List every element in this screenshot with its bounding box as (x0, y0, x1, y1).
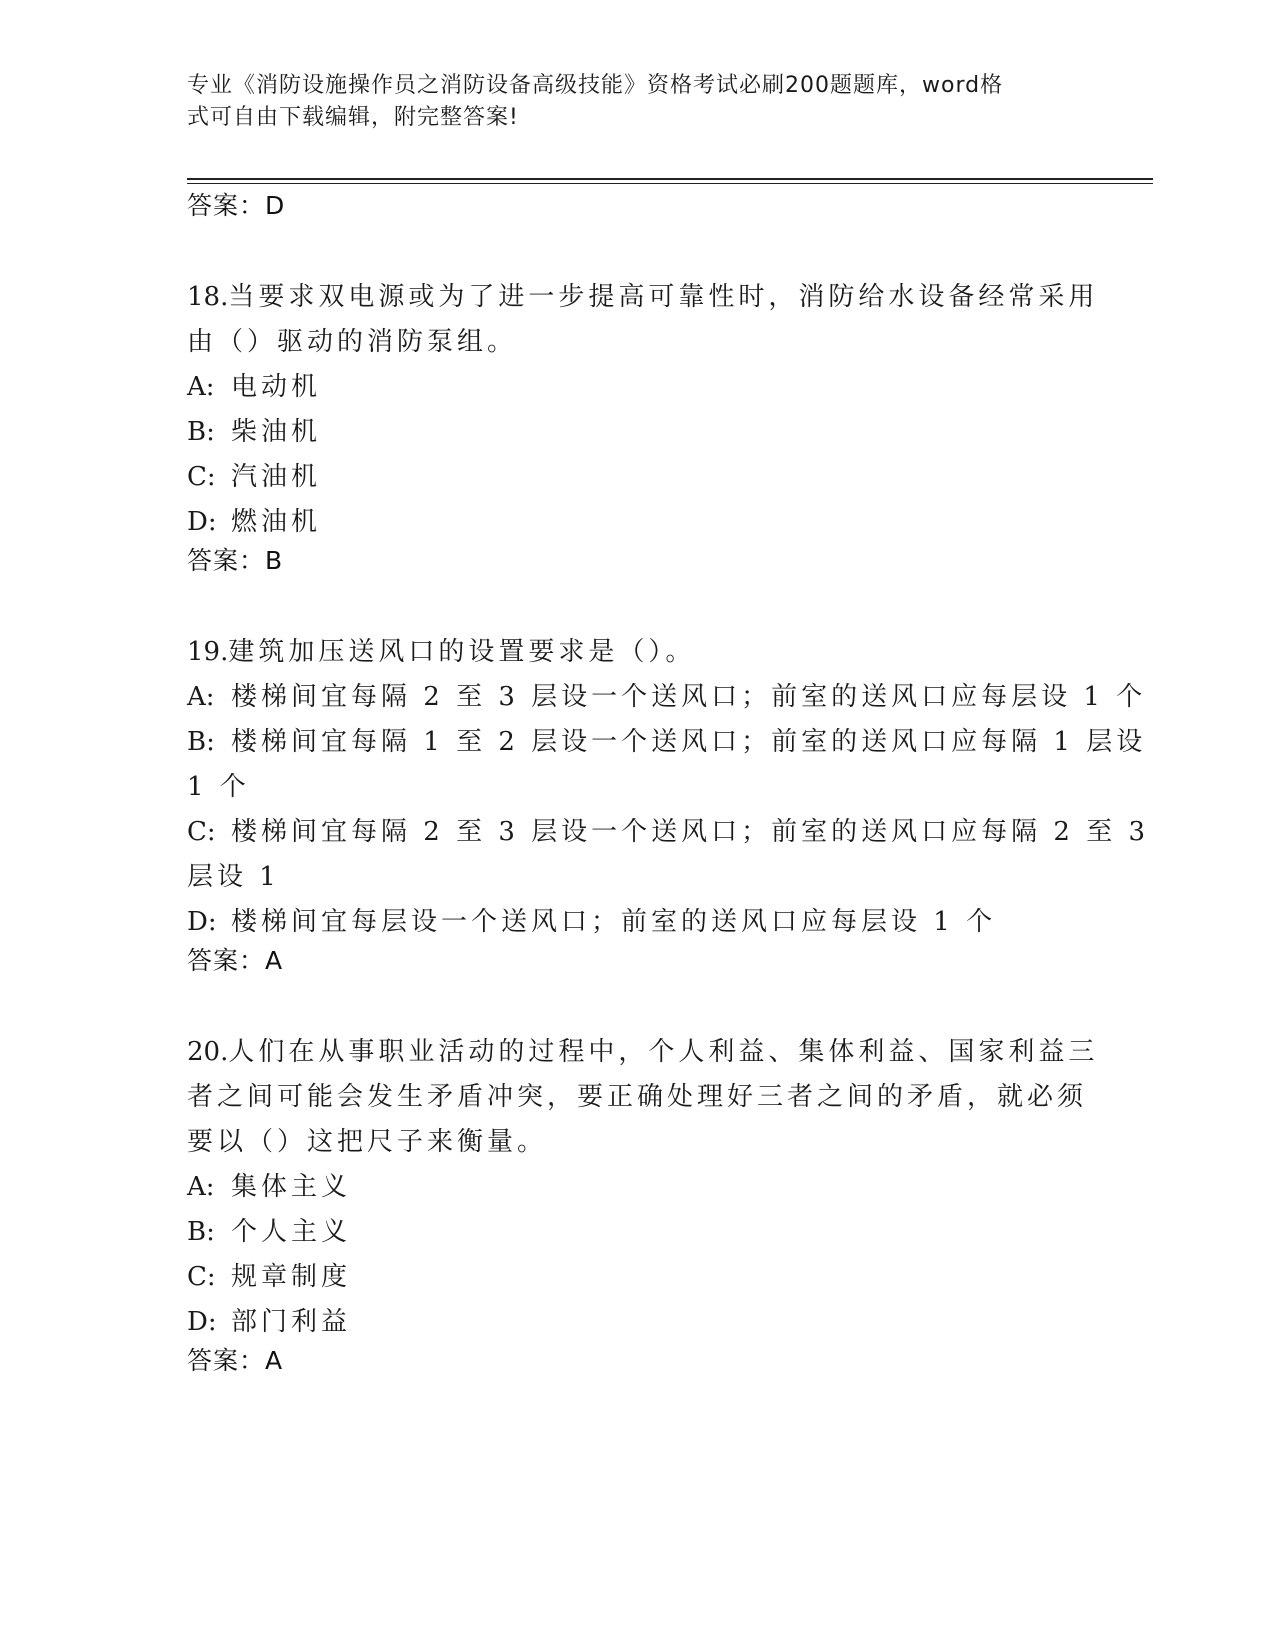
option-letter: A: (187, 372, 215, 402)
option-letter: C: (187, 1262, 216, 1292)
option-letter: A: (187, 682, 215, 712)
option-line (187, 1300, 1087, 1345)
header-divider-thin (187, 183, 1153, 184)
option-line (187, 455, 1087, 500)
question-text: 当要求双电源或为了进一步提高可靠性时，消防给水设备经常采用 (228, 282, 1099, 312)
option-letter: C: (187, 817, 216, 847)
header-line-2: 式可自由下载编辑，附完整答案! (187, 105, 519, 130)
option-line (187, 900, 1087, 945)
question-text-line (187, 275, 1099, 320)
question-text-line (187, 1075, 1087, 1120)
question-block (187, 1030, 1099, 1377)
option-text: 1 个 (187, 772, 250, 802)
question-answer (187, 1345, 1087, 1377)
option-letter: A: (187, 1172, 215, 1202)
option-letter: C: (187, 462, 216, 492)
question-number: 20. (187, 1037, 229, 1067)
option-text: 规章制度 (231, 1262, 352, 1292)
previous-answer (187, 190, 1087, 222)
option-text: 楼梯间宜每层设一个送风口；前室的送风口应每层设 1 个 (231, 907, 997, 937)
answer-value: B (265, 546, 284, 575)
question-text: 者之间可能会发生矛盾冲突，要正确处理好三者之间的矛盾，就必须 (187, 1082, 1088, 1112)
question-number: 19. (187, 637, 229, 667)
option-line (187, 500, 1087, 545)
question-answer (187, 545, 1087, 577)
answer-label: 答案： (187, 1346, 266, 1375)
option-text: 柴油机 (231, 417, 322, 447)
answer-label: 答案： (187, 946, 266, 975)
question-answer (187, 945, 1087, 977)
option-text: 楼梯间宜每隔 2 至 3 层设一个送风口；前室的送风口应每隔 2 至 3 (231, 817, 1150, 847)
answer-label: 答案： (187, 191, 266, 220)
option-letter: D: (187, 907, 217, 937)
answer-value: D (265, 191, 286, 220)
option-line (187, 675, 1147, 720)
question-text: 由（）驱动的消防泵组。 (187, 327, 518, 357)
option-line (187, 1255, 1087, 1300)
option-text: 部门利益 (231, 1307, 352, 1337)
question-text-line (187, 1030, 1099, 1075)
header-line-1: 专业《消防设施操作员之消防设备高级技能》资格考试必刷200题题库，word格 (187, 73, 1004, 98)
option-line (187, 855, 1087, 900)
option-line (187, 1210, 1087, 1255)
question-text-line (187, 1120, 1087, 1165)
option-letter: D: (187, 507, 217, 537)
option-text: 电动机 (231, 372, 322, 402)
option-text: 楼梯间宜每隔 1 至 2 层设一个送风口；前室的送风口应每隔 1 层设 (231, 727, 1147, 757)
option-letter: B: (187, 1217, 215, 1247)
option-line (187, 365, 1087, 410)
option-text: 汽油机 (231, 462, 322, 492)
document-header (187, 70, 1067, 134)
question-block (187, 630, 1150, 977)
question-text: 建筑加压送风口的设置要求是（）。 (228, 637, 696, 667)
option-line (187, 1165, 1087, 1210)
option-text: 集体主义 (231, 1172, 352, 1202)
option-text: 楼梯间宜每隔 2 至 3 层设一个送风口；前室的送风口应每层设 1 个 (231, 682, 1147, 712)
option-letter: B: (187, 417, 215, 447)
question-list (187, 190, 1150, 1377)
answer-value: A (265, 946, 284, 975)
option-line (187, 410, 1087, 455)
question-number: 18. (187, 282, 229, 312)
option-line (187, 810, 1150, 855)
question-block (187, 275, 1099, 577)
option-letter: B: (187, 727, 215, 757)
questions-container (187, 275, 1150, 1377)
option-line (187, 765, 1087, 810)
question-text-line (187, 320, 1087, 365)
option-text: 个人主义 (231, 1217, 352, 1247)
question-text: 要以（）这把尺子来衡量。 (187, 1127, 548, 1157)
option-text: 燃油机 (231, 507, 322, 537)
option-line (187, 720, 1147, 765)
answer-value: A (265, 1346, 284, 1375)
header-divider-thick (187, 178, 1153, 180)
option-letter: D: (187, 1307, 217, 1337)
question-text-line (187, 630, 1087, 675)
question-text: 人们在从事职业活动的过程中，个人利益、集体利益、国家利益三 (228, 1037, 1099, 1067)
answer-label: 答案： (187, 546, 266, 575)
option-text: 层设 1 (187, 862, 280, 892)
